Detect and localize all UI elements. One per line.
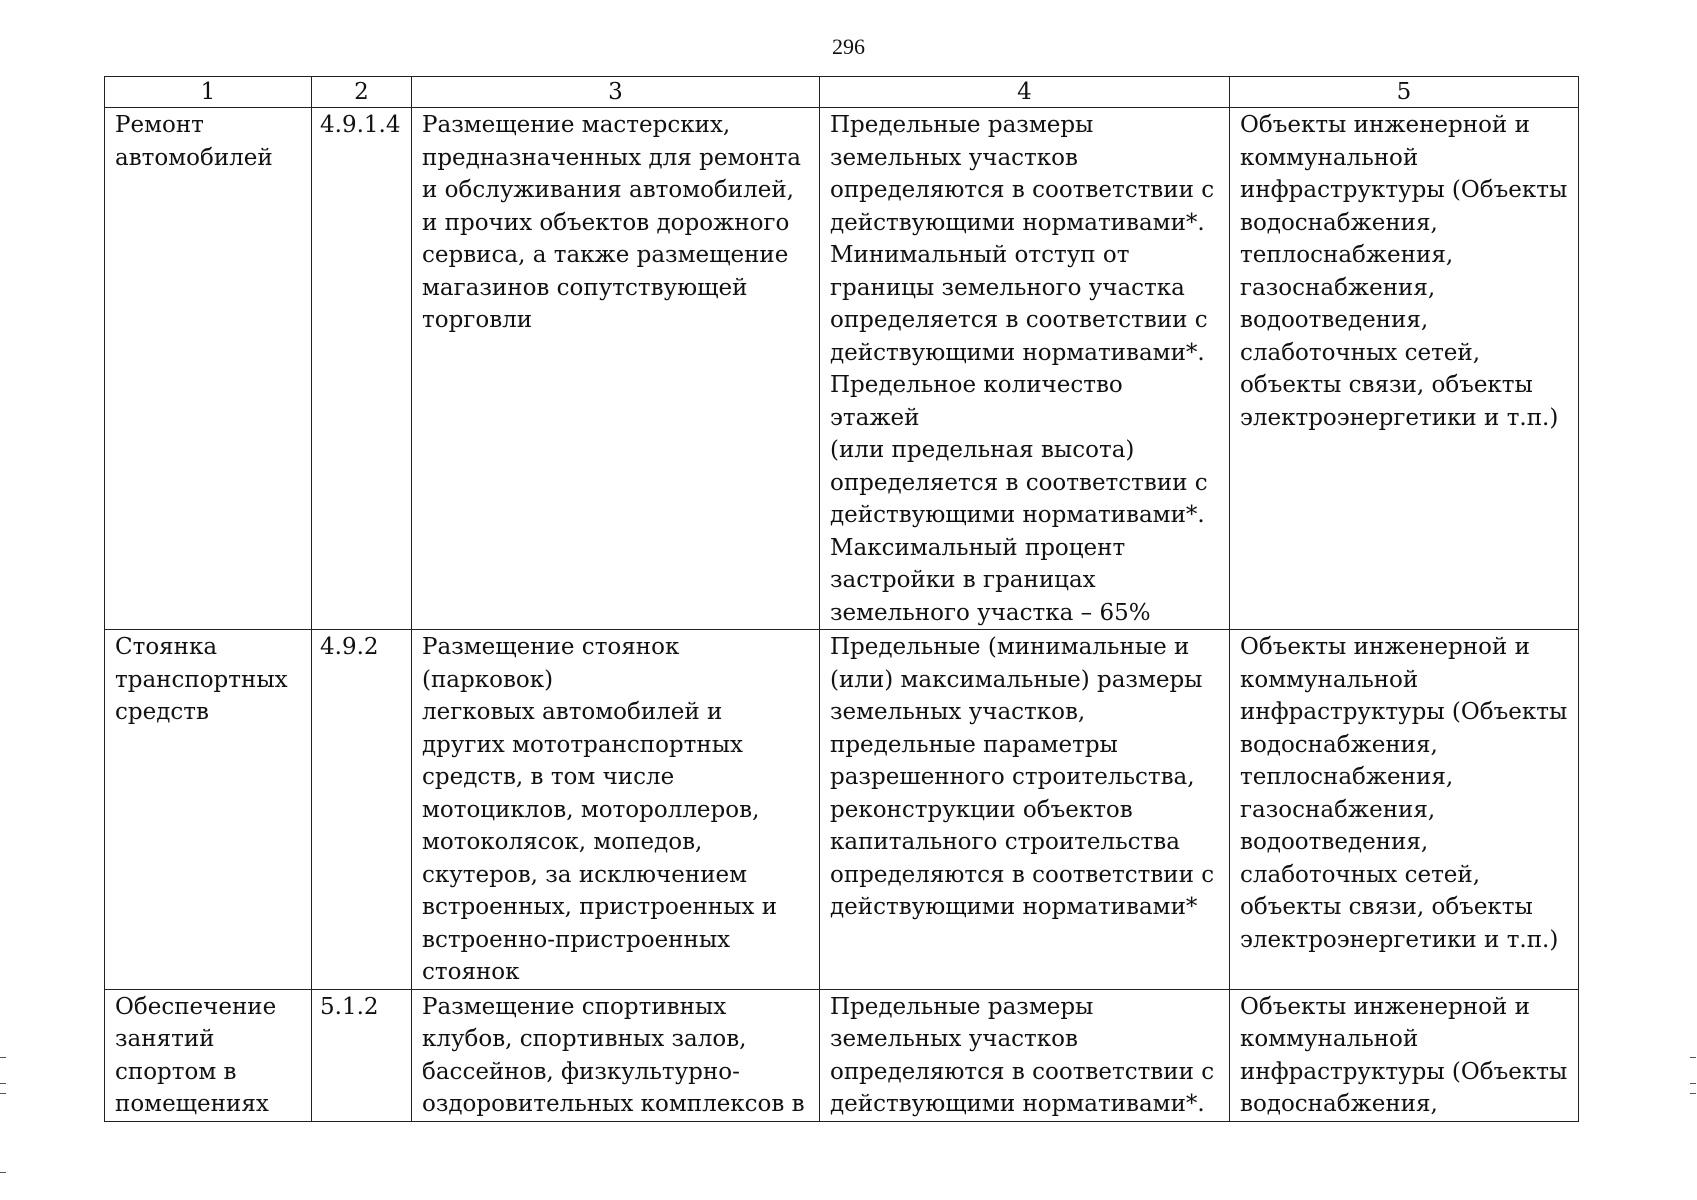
use-type-code: 4.9.2 <box>312 630 412 990</box>
land-use-table <box>104 76 1579 1122</box>
scan-margin-mark <box>0 1083 6 1084</box>
use-type-parameters: Предельные (минимальные и (или) максимальные) размеры земельных участков, предельные параметры разрешенного строительства, реконструкции объектов капитального строительства определяются в соответствии с действующими нормативами* <box>820 630 1230 990</box>
use-type-code: 4.9.1.4 <box>312 108 412 630</box>
column-header-2: 2 <box>312 77 412 108</box>
column-header-4: 4 <box>820 77 1230 108</box>
table-header-row <box>105 77 1579 108</box>
use-type-infrastructure: Объекты инженерной и коммунальной инфраструктуры (Объекты водоснабжения, теплоснабжения, газоснабжения, водоотведения, слаботочных сетей, объекты связи, объекты электроэнергетики и т.п.) <box>1230 630 1579 990</box>
scan-margin-mark <box>1690 1093 1696 1094</box>
use-type-name: Ремонт автомобилей <box>105 108 312 630</box>
use-type-code: 5.1.2 <box>312 989 412 1121</box>
column-header-3: 3 <box>412 77 820 108</box>
use-type-description: Размещение мастерских, предназначенных для ремонта и обслуживания автомобилей, и прочих объектов дорожного сервиса, а также размещение магазинов сопутствующей торговли <box>412 108 820 630</box>
table-row <box>105 989 1579 1121</box>
table-row <box>105 108 1579 630</box>
scan-margin-mark <box>0 1172 6 1173</box>
use-type-description: Размещение спортивных клубов, спортивных залов, бассейнов, физкультурно- оздоровительных комплексов в <box>412 989 820 1121</box>
use-type-parameters: Предельные размеры земельных участков определяются в соответствии с действующими нормативами*. Минимальный отступ от границы земельного участка определяется в соответствии с действующими нормативами*. Предельное количество этажей (или предельная высота) определяется в соответствии с действующими нормативами*. Максимальный процент застройки в границах земельного участка – 65% <box>820 108 1230 630</box>
column-header-1: 1 <box>105 77 312 108</box>
use-type-name: Обеспечение занятий спортом в помещениях <box>105 989 312 1121</box>
use-type-infrastructure: Объекты инженерной и коммунальной инфраструктуры (Объекты водоснабжения, <box>1230 989 1579 1121</box>
column-header-5: 5 <box>1230 77 1579 108</box>
scan-margin-mark <box>1690 1083 1696 1084</box>
page-number: 296 <box>832 34 865 59</box>
scan-margin-mark <box>1690 1057 1696 1058</box>
use-type-name: Стоянка транспортных средств <box>105 630 312 990</box>
use-type-description: Размещение стоянок (парковок) легковых автомобилей и других мототранспортных средств, в том числе мотоциклов, мотороллеров, мотоколясок, мопедов, скутеров, за исключением встроенных, пристроенных и встроенно-пристроенных стоянок <box>412 630 820 990</box>
table-row <box>105 630 1579 990</box>
scan-margin-mark <box>0 1093 6 1094</box>
use-type-infrastructure: Объекты инженерной и коммунальной инфраструктуры (Объекты водоснабжения, теплоснабжения, газоснабжения, водоотведения, слаботочных сетей, объекты связи, объекты электроэнергетики и т.п.) <box>1230 108 1579 630</box>
use-type-parameters: Предельные размеры земельных участков определяются в соответствии с действующими нормативами*. <box>820 989 1230 1121</box>
scan-margin-mark <box>0 1057 6 1058</box>
